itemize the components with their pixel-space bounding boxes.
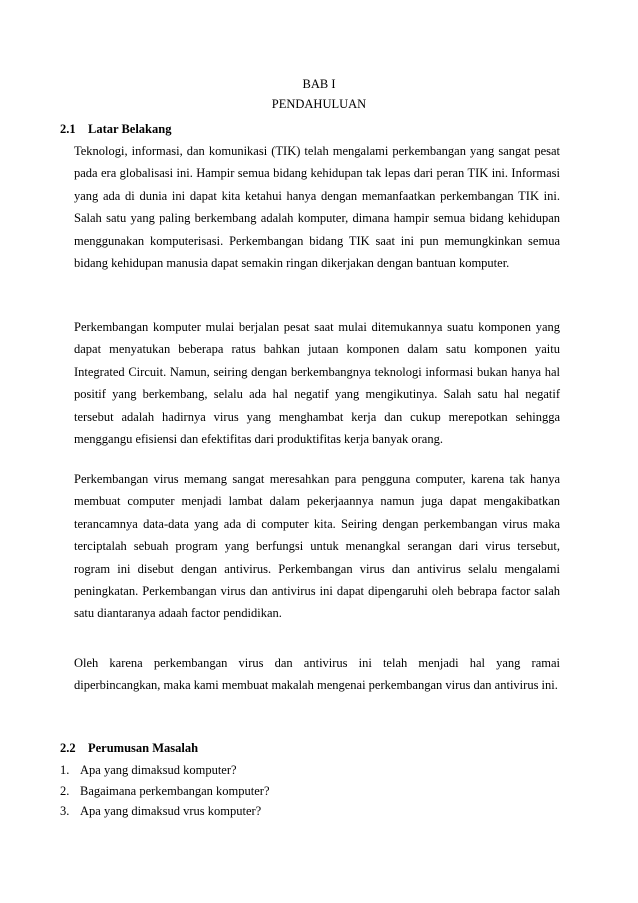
list-item-number: 1. (60, 763, 70, 777)
list-item-text: Apa yang dimaksud vrus komputer? (80, 804, 262, 818)
list-item-number: 3. (60, 804, 70, 818)
section-heading-latar-belakang (60, 122, 171, 137)
paragraph: Oleh karena perkembangan virus dan antivirus ini telah menjadi hal yang ramai diperbincangkan, maka kami membuat makalah mengenai perkembangan virus dan antivirus ini. (74, 656, 560, 693)
list-item-text: Bagaimana perkembangan komputer? (80, 783, 270, 798)
problem-list (60, 760, 270, 822)
list-item (60, 781, 270, 802)
list-item (60, 801, 270, 822)
section-title: Perumusan Masalah (88, 741, 199, 755)
list-item-text: Apa yang dimaksud komputer? (80, 763, 237, 777)
section-heading-perumusan-masalah (60, 741, 198, 756)
chapter-title: PENDAHULUAN (271, 97, 367, 111)
chapter-label: BAB I (302, 77, 336, 91)
paragraph: Perkembangan virus memang sangat meresahkan para pengguna computer, karena tak hanya membuat computer menjadi lambat dalam pekerjaannya namun juga dapat mengakibatkan terancamnya data-data yang ada di computer kita. Seiring dengan perkembangan virus maka terciptalah sebuah program yang berfungsi untuk menangkal serangan dari virus tersebut, rogram ini disebut dengan antivirus. Perkembangan virus dan antivirus selalu mengalami peningkatan. Perkembangan virus dan antivirus ini dapat dipengaruhi oleh bebrapa factor salah satu diantaranya adaah factor pendidikan. (74, 472, 560, 621)
section-number: 2.1 (60, 122, 76, 136)
list-item-number: 2. (60, 783, 70, 798)
paragraph: Teknologi, informasi, dan komunikasi (TIK) telah mengalami perkembangan yang sangat pesat pada era globalisasi ini. Hampir semua bidang kehidupan tak lepas dari peran TIK ini. Informasi yang ada di dunia ini dapat kita ketahui hanya dengan memanfaatkan perkembangan TIK ini. Salah satu yang paling berkembang adalah komputer, dimana hampir semua bidang kehidupan menggunakan komputerisasi. Perkembangan bidang TIK saat ini pun memungkinkan semua bidang kehidupan manusia dapat semakin ringan dikerjakan dengan bantuan komputer. (74, 144, 560, 271)
paragraph: Perkembangan komputer mulai berjalan pesat saat mulai ditemukannya suatu komponen yang dapat menyatukan beberapa ratus bahkan jutaan komponen dalam satu komponen yaitu Integrated Circuit. Namun, seiring dengan berkembangnya teknologi informasi bukan hanya hal positif yang berkembang, selalu ada hal negatif yang mengikutinya. Salah satu hal negatif tersebut adalah hadirnya virus yang menghambat kerja dan cukup merepotkan sehingga menggangu efisiensi dan efektifitas dari produktifitas kerja banyak orang. (74, 320, 560, 447)
section-number: 2.2 (60, 741, 76, 755)
section-title: Latar Belakang (88, 122, 172, 136)
list-item (60, 760, 270, 781)
